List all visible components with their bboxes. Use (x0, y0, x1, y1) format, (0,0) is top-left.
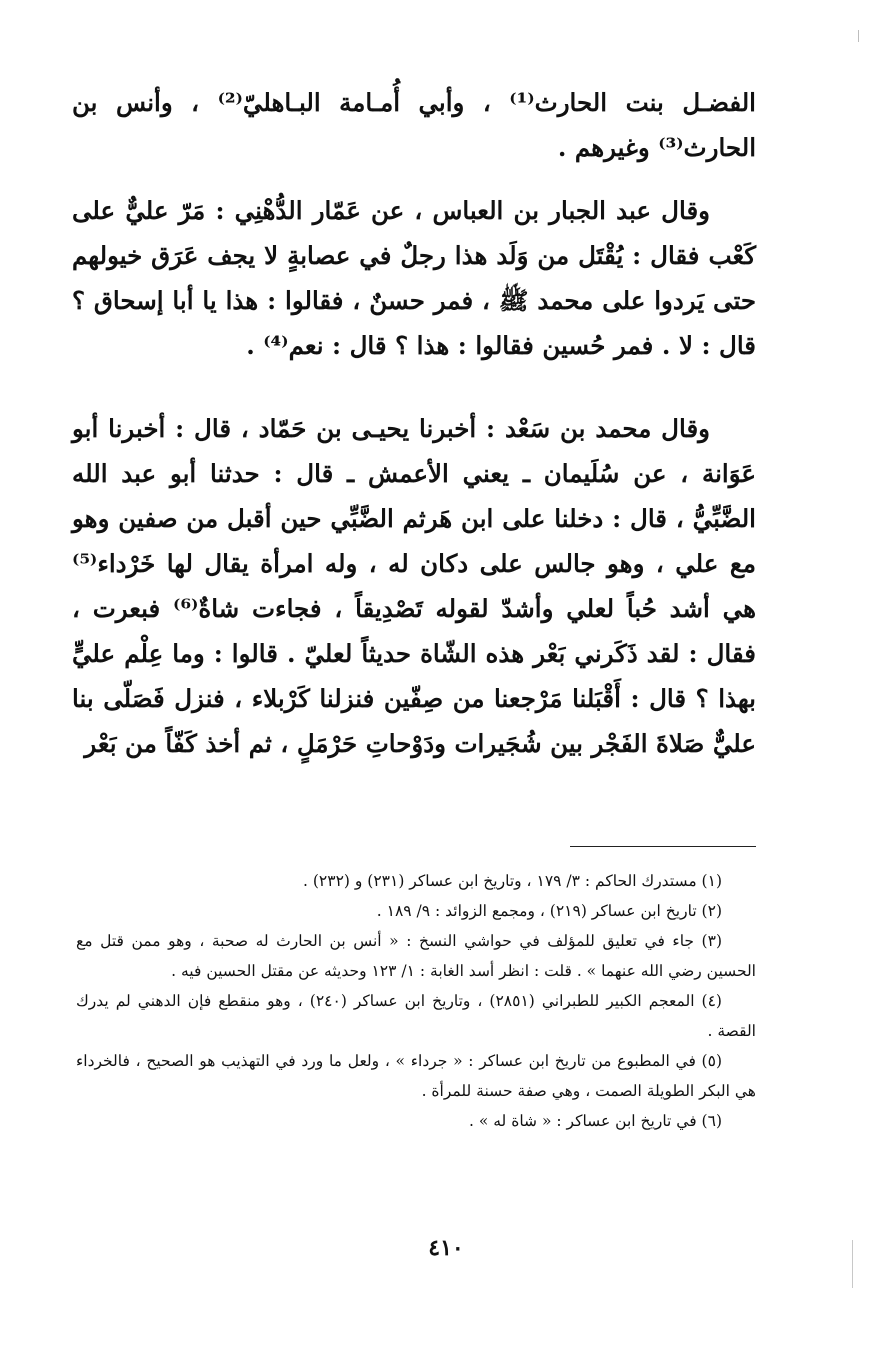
footnote-6: (٦) في تاريخ ابن عساكر : « شاة له » . (468, 1112, 722, 1130)
main-text (72, 80, 756, 766)
paragraph-ibn-sad: وقال محمد بن سَعْد : أخبرنا يحيـى بن حَمّاد ، قال : أخبرنا أبو عَوَانة ، عن سُلَيمان ـ يعني الأعمش ـ قال : حدثنا أبو عبد الله الضَّبِّيُّ ، قال : دخلنا على ابن هَرثم الضَّبِّي حين أقبل من صفين وهو مع علي ، وهو جالس على دكان له ، وله امرأة يقال لها خَرْداء⁽⁵⁾ هي أشد حُباً لعلي وأشدّ لقوله تَصْدِيقاً ، فجاءت شاةٌ⁽⁶⁾ فبعرت ، فقال : لقد ذَكَرني بَعْر هذه الشّاة حديثاً لعليّ . قالوا : وما عِلْم عليٍّ بهذا ؟ قال : أَقْبَلنا مَرْجعنا من صِفّين فنزلنا كَرْبلاء ، فنزل فَصَلّى بنا عليٌّ صَلاةَ الفَجْر بين شُجَيرات ودَوْحاتِ حَرْمَلٍ ، ثم أخذ كَفّاً من بَعْر (72, 414, 756, 758)
scan-edge-mark-bottom (852, 1240, 853, 1288)
footnotes (76, 866, 756, 1136)
scan-edge-mark (858, 30, 859, 42)
footnote-separator (570, 846, 756, 847)
footnote-2: (٢) تاريخ ابن عساكر (٢١٩) ، ومجمع الزوائد : ٩/ ١٨٩ . (376, 902, 722, 920)
footnote-4: (٤) المعجم الكبير للطبراني (٢٨٥١) ، وتاريخ ابن عساكر (٢٤٠) ، وهو منقطع فإن الدهني لم يدرك القصة . (76, 992, 756, 1040)
paragraph-continuation: الفضـل بنت الحارث⁽¹⁾ ، وأبي أُمـامة البـاهليّ⁽²⁾ ، وأنس بن الحارث⁽³⁾ وغيرهم . (72, 88, 756, 162)
paragraph-ammar-dahni: وقال عبد الجبار بن العباس ، عن عَمّار الدُّهْنِي : مَرّ عليٌّ على كَعْب فقال : يُقْتَل من وَلَد هذا رجلٌ في عصابةٍ لا يجف عَرَق خيولهم حتى يَردوا على محمد ﷺ ، فمر حسنٌ ، فقالوا : هذا يا أبا إسحاق ؟ قال : لا . فمر حُسين فقالوا : هذا ؟ قال : نعم⁽⁴⁾ . (72, 196, 756, 360)
footnote-5: (٥) في المطبوع من تاريخ ابن عساكر : « جرداء » ، ولعل ما ورد في التهذيب هو الصحيح ، فالخرداء هي البكر الطويلة الصمت ، وهي صفة حسنة للمرأة . (76, 1052, 756, 1100)
footnote-1: (١) مستدرك الحاكم : ٣/ ١٧٩ ، وتاريخ ابن عساكر (٢٣١) و (٢٣٢) . (303, 872, 722, 890)
page-number: ٤١٠ (428, 1235, 464, 1261)
footnote-3: (٣) جاء في تعليق للمؤلف في حواشي النسخ : « أنس بن الحارث له صحبة ، وهو ممن قتل مع الحسين رضي الله عنهما » . قلت : انظر أسد الغابة : ١/ ١٢٣ وحديثه عن مقتل الحسين فيه . (76, 932, 756, 980)
